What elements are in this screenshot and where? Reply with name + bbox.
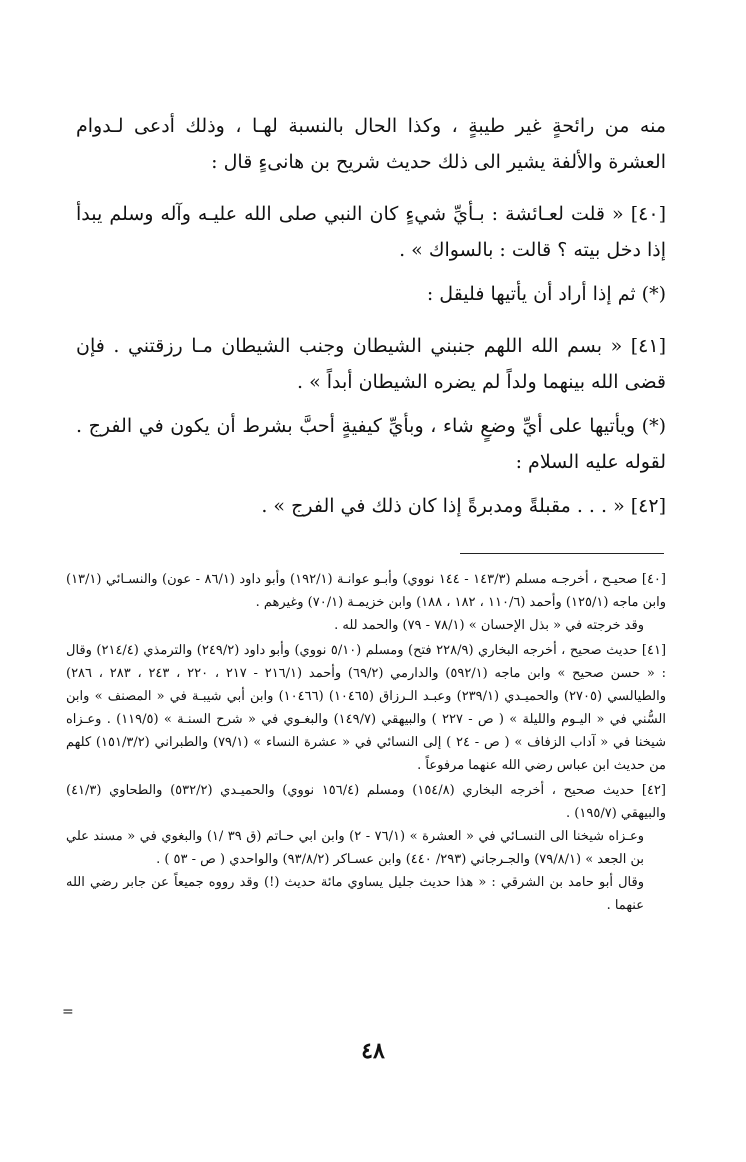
hadith-42: [٤٢] « . . . مقبلةً ومدبرةً إذا كان ذلك في الفرج » . — [261, 495, 666, 517]
hadith-40: [٤٠] « قلت لعـائشة : بـأيِّ شيءٍ كان النبي صلى الله عليـه وآله وسلم يبدأ إذا دخل بيته ؟ قالت : بالسواك » . — [76, 203, 666, 261]
body-paragraph: (*) ثم إذا أراد أن يأتيها فليقل : — [426, 283, 666, 305]
footnote-40: [٤٠] صحيـح ، أخرجـه مسلم (١٤٣/٣ - ١٤٤ نووي) وأبـو عوانـة (١٩٢/١) وأبو داود (٨٦/١ - عون) والنسـائي (١٣/١) وابن ماجه (١٢٥/١) وأحمد (١١٠/٦ ، ١٨٢ ، ١٨٨) وابن خزيمـة (٧٠/١) وغيرهم . — [66, 572, 666, 610]
footnote-42: [٤٢] حديث صحيح ، أخرجه البخاري (١٥٤/٨) ومسلم (١٥٦/٤ نووي) والحميـدي (٥٣٢/٢) والطحاوي (٤١/٣) والبيهقي (١٩٥/٧) . — [66, 783, 666, 821]
footnote-40-continuation: وقد خرجته في « بذل الإحسان » (٧٨/١ - ٧٩) والحمد لله . — [334, 618, 644, 633]
footnote-42-continuation: وعـزاه شيخنا الى النسـائي في « العشرة » (٧٦/١ - ٢) وابن ابي حـاتم (ق ٣٩ /١) والبغوي في « مسند علي بن الجعد » (٧٩/٨/١) والجـرجاني (٢٩٣/ ٤٤٠) وابن عسـاكر (٩٣/٨/٢) والواحدي ( ص - ٥٣ ) . — [66, 829, 644, 867]
footnotes — [66, 568, 666, 917]
margin-continuation-mark: = — [62, 1004, 74, 1020]
footnote-42-continuation: وقال أبو حامد بن الشرقي : « هذا حديث جليل يساوي مائة حديث (!) وقد رووه جميعاً عن جابر رضي الله عنهما . — [66, 875, 644, 913]
page-number: ٤٨ — [361, 1038, 385, 1064]
footnote-41: [٤١] حديث صحيح ، أخرجه البخاري (٢٢٨/٩ فتح) ومسلم (٥/١٠ نووي) وأبو داود (٢٤٩/٢) والترمذي (٢١٤/٤) وقال : « حسن صحيح » وابن ماجه (٥٩٢/١) والدارمي (٦٩/٢) وأحمد (٢١٦/١ - ٢١٧ ، ٢٢٠ ، ٢٤٣ ، ٢٨٣ ، ٢٨٦) والطيالسي (٢٧٠٥) والحميـدي (٢٣٩/١) وعبـد الـرزاق (١٠٤٦٥) (١٠٤٦٦) وابن أبي شيبـة في « المصنف » وابن السُّني في « اليـوم والليلة » ( ص - ٢٢٧ ) والبيهقي (١٤٩/٧) والبغـوي في « شرح السنـة » (١١٩/٥) . وعـزاه شيخنا في « آداب الزفاف » ( ص - ٢٤ ) إلى النسائي في « عشرة النساء » (٧٩/١) والطبراني (١٥١/٣/٢) كلهم من حديث ابن عباس رضي الله عنهما مرفوعاً . — [66, 643, 667, 773]
footnote-divider — [460, 553, 664, 554]
hadith-41: [٤١] « بسم الله اللهم جنبني الشيطان وجنب الشيطان مـا رزقتني . فإن قضى الله بينهما ولداً لم يضره الشيطان أبداً » . — [76, 335, 666, 393]
body-paragraph: منه من رائحةٍ غير طيبةٍ ، وكذا الحال بالنسبة لهـا ، وذلك أدعى لـدوام العشرة والألفة يشير الى ذلك حديث شريح بن هانىءٍ قال : — [76, 115, 666, 173]
main-text — [76, 108, 666, 524]
body-paragraph: (*) ويأتيها على أيِّ وضعٍ شاء ، وبأيِّ كيفيةٍ أحبَّ بشرط أن يكون في الفرج . لقوله عليه السلام : — [76, 415, 666, 473]
